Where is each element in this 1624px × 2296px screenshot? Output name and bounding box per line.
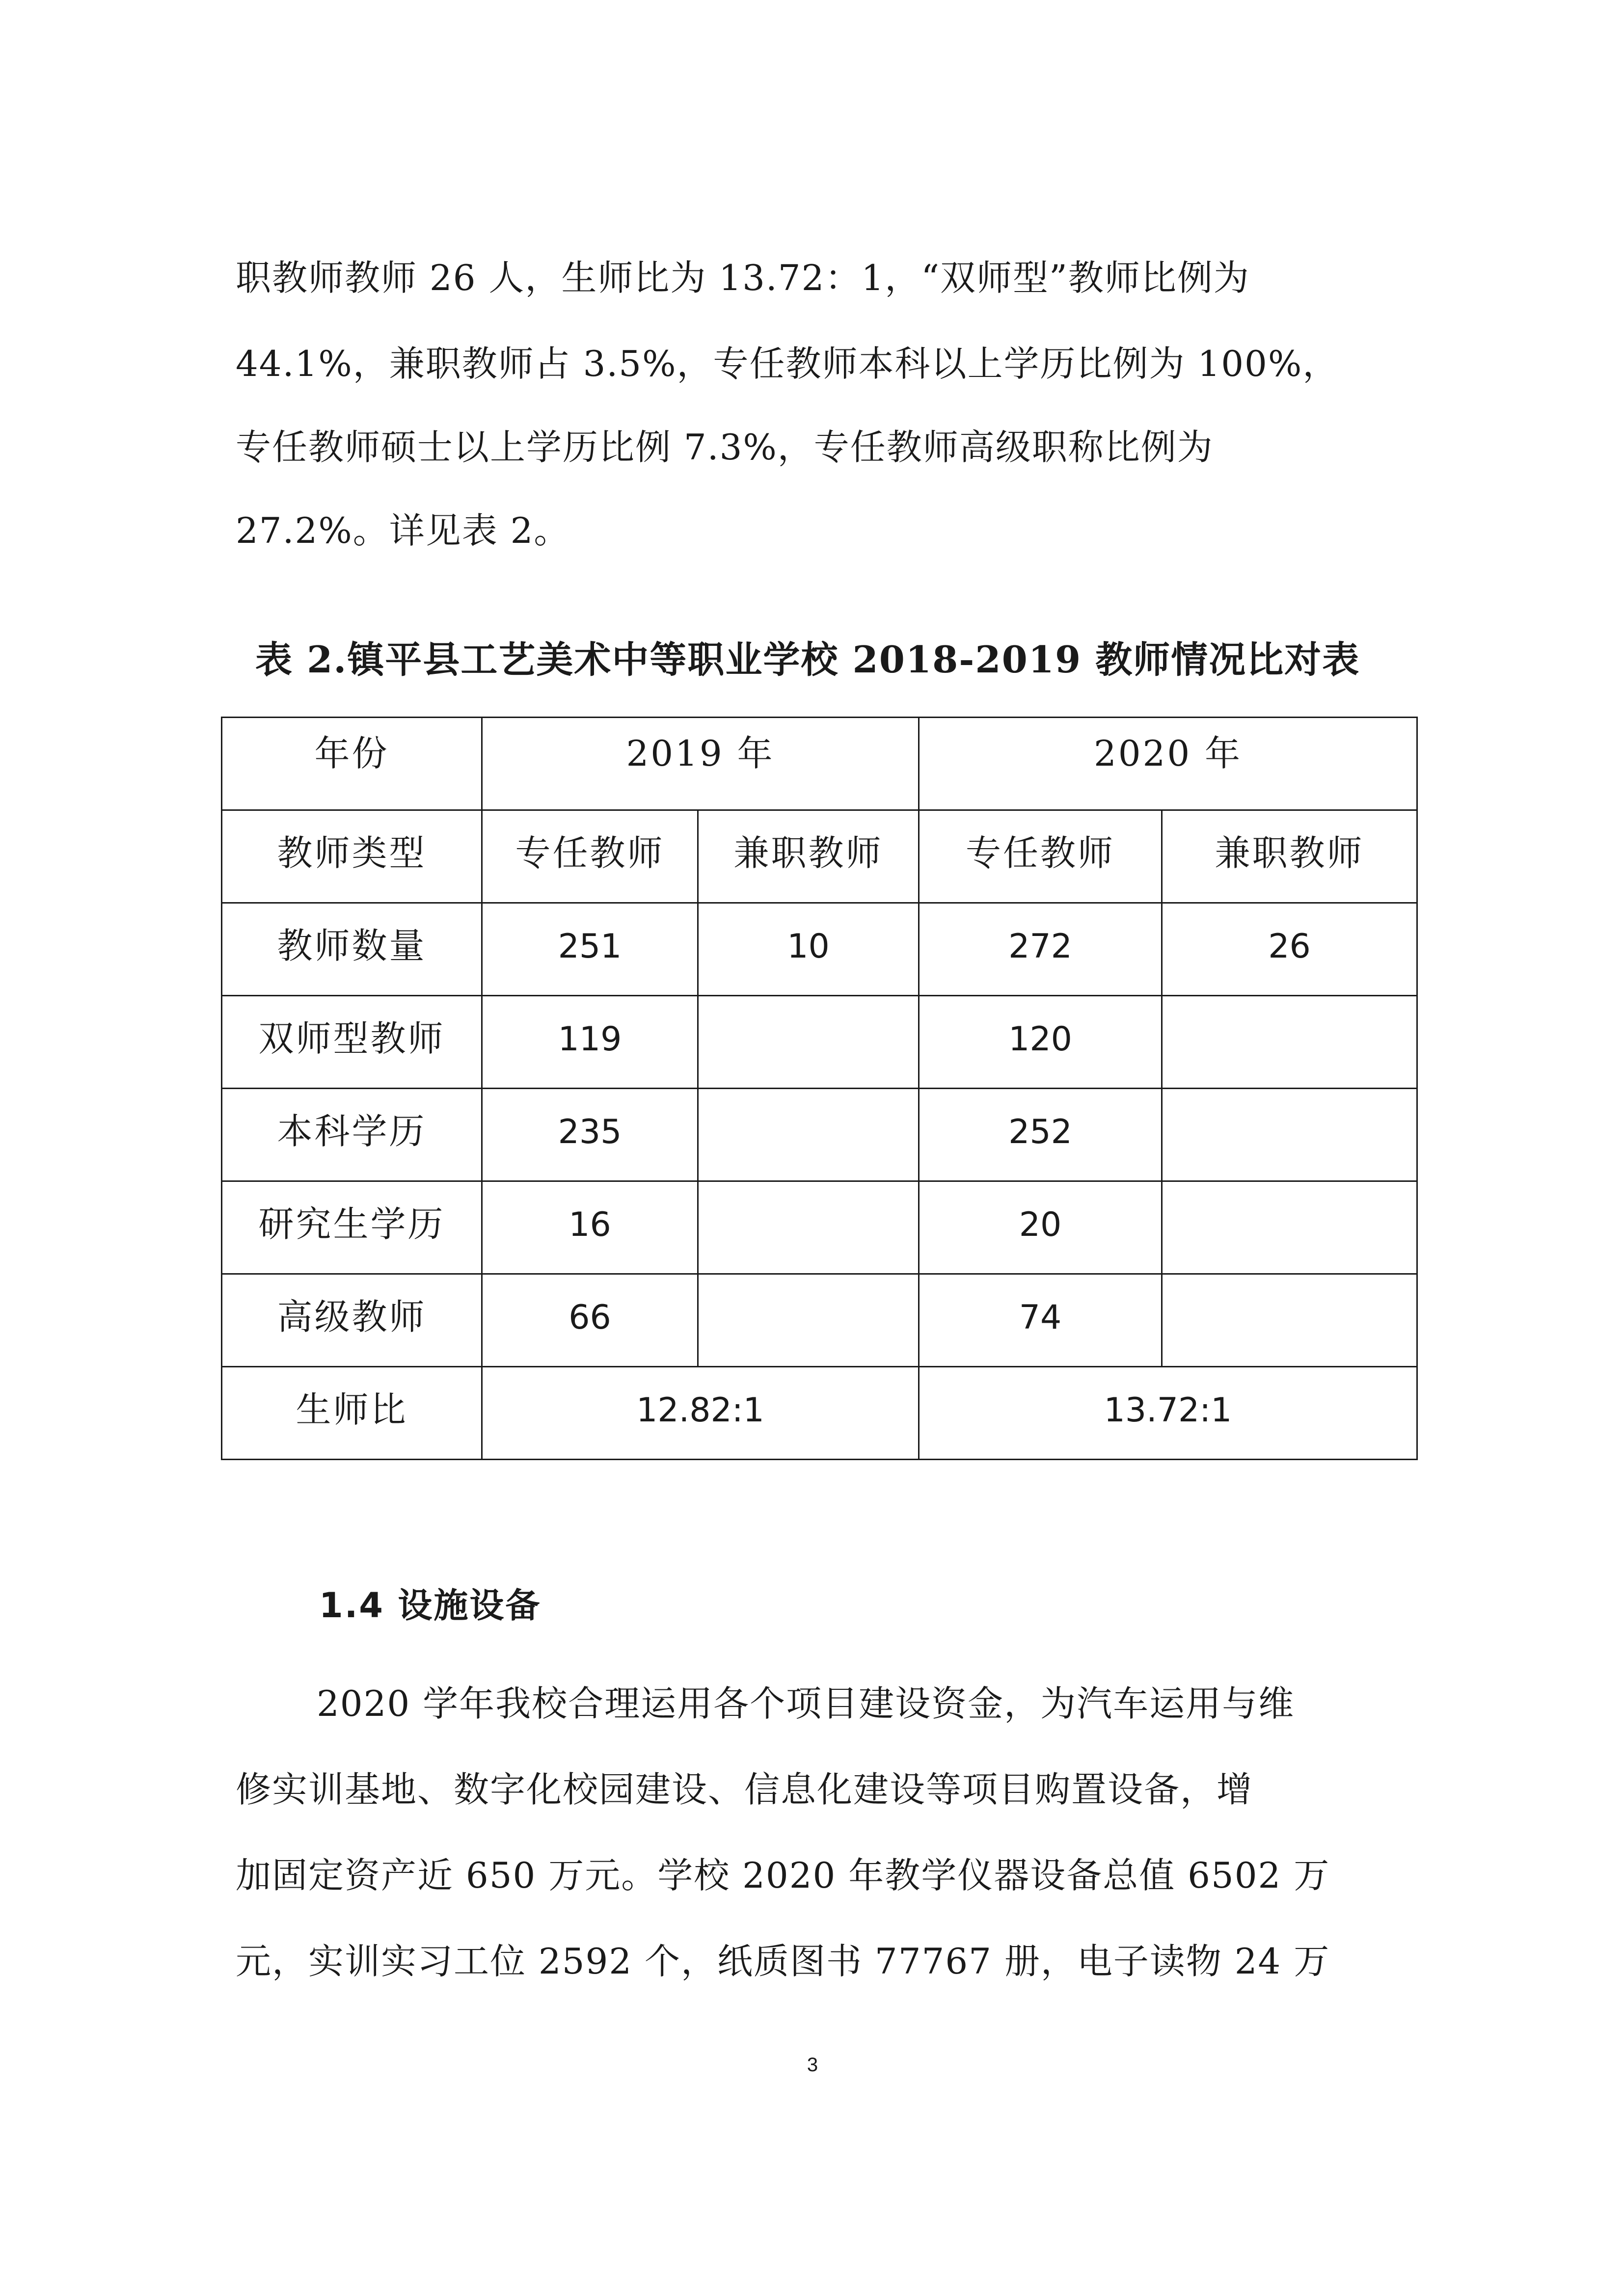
table-cell: 74 (919, 1274, 1162, 1367)
paragraph-line: 加固定资产近 650 万元。学校 2020 年教学仪器设备总值 6502 万 (236, 1855, 1330, 1896)
paragraph-line: 修实训基地、数字化校园建设、信息化建设等项目购置设备，增 (236, 1769, 1253, 1810)
table-cell: 252 (919, 1089, 1162, 1181)
table-cell (1162, 1089, 1417, 1181)
header-cell-type-label: 教师类型 (222, 810, 482, 903)
table-cell-ratio-2019: 12.82:1 (482, 1367, 919, 1460)
table-cell: 16 (482, 1181, 698, 1274)
table-cell-ratio-2020: 13.72:1 (919, 1367, 1417, 1460)
header-cell-year-2019: 2019 年 (482, 718, 919, 810)
table-header-row-year (222, 718, 1417, 810)
table-cell: 26 (1162, 903, 1417, 996)
table-cell: 251 (482, 903, 698, 996)
row-label: 研究生学历 (222, 1181, 482, 1274)
table-cell: 66 (482, 1274, 698, 1367)
table-title: 表 2.镇平县工艺美术中等职业学校 2018-2019 教师情况比对表 (255, 638, 1360, 681)
table-row (222, 996, 1417, 1089)
header-cell-type: 专任教师 (482, 810, 698, 903)
paragraph-line: 专任教师硕士以上学历比例 7.3%，专任教师高级职称比例为 (236, 427, 1214, 468)
paragraph-line: 元，实训实习工位 2592 个，纸质图书 77767 册，电子读物 24 万 (236, 1941, 1330, 1982)
table-cell (698, 1274, 919, 1367)
header-cell-type: 兼职教师 (698, 810, 919, 903)
row-label: 本科学历 (222, 1089, 482, 1181)
row-label: 高级教师 (222, 1274, 482, 1367)
table-row (222, 1089, 1417, 1181)
table-cell (698, 1181, 919, 1274)
table-cell (1162, 1274, 1417, 1367)
page-number: 3 (807, 2054, 818, 2076)
header-cell-year-label: 年份 (222, 718, 482, 810)
paragraph-line: 职教师教师 26 人，生师比为 13.72：1，“双师型”教师比例为 (236, 257, 1250, 298)
table-cell: 272 (919, 903, 1162, 996)
table-cell: 20 (919, 1181, 1162, 1274)
table-row (222, 903, 1417, 996)
section-heading: 1.4 设施设备 (319, 1585, 541, 1626)
table-cell (1162, 1181, 1417, 1274)
table-cell (698, 996, 919, 1089)
table-cell (698, 1089, 919, 1181)
table-cell: 10 (698, 903, 919, 996)
table-cell: 235 (482, 1089, 698, 1181)
paragraph-line: 44.1%，兼职教师占 3.5%，专任教师本科以上学历比例为 100%， (236, 343, 1339, 384)
table-row (222, 1181, 1417, 1274)
table-cell: 120 (919, 996, 1162, 1089)
table-row-ratio (222, 1367, 1417, 1460)
teacher-comparison-table (221, 717, 1418, 1460)
paragraph-line: 27.2%。详见表 2。 (236, 510, 570, 551)
header-cell-year-2020: 2020 年 (919, 718, 1417, 810)
table-cell: 119 (482, 996, 698, 1089)
header-cell-type: 兼职教师 (1162, 810, 1417, 903)
table-row (222, 1274, 1417, 1367)
table-header-row-type (222, 810, 1417, 903)
row-label: 教师数量 (222, 903, 482, 996)
paragraph-line: 2020 学年我校合理运用各个项目建设资金，为汽车运用与维 (317, 1683, 1295, 1724)
row-label: 双师型教师 (222, 996, 482, 1089)
row-label: 生师比 (222, 1367, 482, 1460)
table-cell (1162, 996, 1417, 1089)
header-cell-type: 专任教师 (919, 810, 1162, 903)
